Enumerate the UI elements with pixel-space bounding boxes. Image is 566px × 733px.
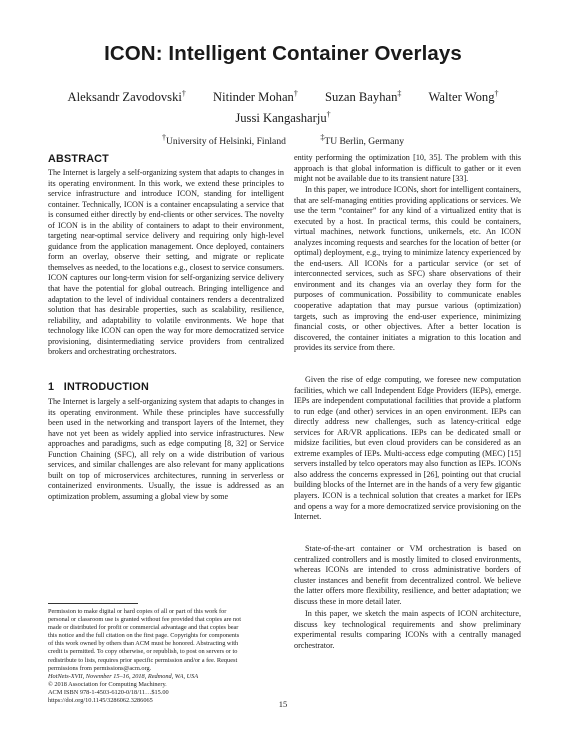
intro-paragraph-1: The Internet is largely a self-organizing system that adapts to changes in its operating environment. While these principles have successfully been used in the networking and transport layers of the Internet, they have not yet been as widely applied into service infrastructures. New approaches and paradigms, such as edge computing [8, 32] or Service Function Chaining (SFC), all rely on a wide distribution of various services, and similar challenges are also relevant for many applications built on top of microservices architectures, running in serverless or containerized environments. Usually, the issue is addressed as an optimization problem, assuming a global view by some xyxy=(48,397,284,501)
isbn-line: ACM ISBN 978-1-4503-6120-0/18/11…$15.00 xyxy=(48,688,169,696)
author: Nitinder Mohan† xyxy=(213,89,298,105)
abstract-heading: ABSTRACT xyxy=(48,153,109,165)
permission-block xyxy=(48,608,284,705)
author: Suzan Bayhan‡ xyxy=(324,89,402,105)
conference-line: HotNets-XVII, November 15–16, 2018, Redmond, WA, USA xyxy=(48,672,199,680)
permission-line: made or distributed for profit or commercial advantage and that copies bear xyxy=(48,624,239,632)
intro-paragraph-4: State-of-the-art container or VM orchestration is based on centralized controllers and is mostly limited to closed environments, whereas ICONs are intended to cross administrative borders of cluster instances and benefit from decentralized control. We believe the latter offers more flexibility, resilience, and better adaptation; we discuss these in more detail later. xyxy=(294,544,521,606)
abstract-text: The Internet is largely a self-organizing system that adapts to changes in its operating environment. In this work, we extend these principles to service infrastructure and introduce ICON, standing for intelligent container. Technically, ICON is a container encapsulating a service that is consumed either directly by end-clients or other services. The novelty of ICON is in the ability of containers to adapt to their environment, targeting near-optimal service delivery and requiring only high-level guidance from the application management. Once deployed, containers form an overlay, observe their setting, and migrate or replicate themselves as needed, to the locations e.g., closest to service consumers. ICON captures our long-term vision for self-organizing service delivery that have the potential for global outreach. Bringing intelligence and adaptation to the level of individual containers renders a decentralized solution that has desirable properties, such as scalability, resilience, reliability, and adaptability to volatile environments. We hope that technology like ICON can open the way for more democratized service provisioning, disintermediating service providers from centralized brokers and orchestrating orchestrators. xyxy=(48,168,284,357)
permission-line: permissions from permissions@acm.org. xyxy=(48,664,152,672)
paper-title: ICON: Intelligent Container Overlays xyxy=(104,42,462,65)
page-number: 15 xyxy=(278,699,288,709)
intro-paragraph-1-continued: entity performing the optimization [10, 35]. The problem with this approach is that global information is difficult to gather or it even might not be available due to its transient nature [33]. xyxy=(294,153,521,184)
copyright-line: © 2018 Association for Computing Machinery. xyxy=(48,680,167,688)
intro-paragraph-5: In this paper, we sketch the main aspects of ICON architecture, discuss key technological requirements and show preliminary experimental results comparing ICONs with a centrally managed orchestrator. xyxy=(294,609,521,650)
affiliation: ‡TU Berlin, Germany xyxy=(320,133,404,148)
permission-line: personal or classroom use is granted without fee provided that copies are not xyxy=(48,616,242,624)
author: Walter Wong† xyxy=(428,89,499,105)
intro-paragraph-2: In this paper, we introduce ICONs, short for intelligent containers, that are self-managing entities providing applications or services. We use the term “container” for any kind of a virtualized entity that is executed by a host. In practical terms, this could be containers, virtual machines, network functions, unikernels, etc. An ICON analyzes incoming requests and searches for the location of better (or optimal) deployment, e.g., trying to minimize latency experienced by the end-users. All ICONs for a particular service (or set of interconnected services, such as SFC) share observations of their environment and its changes via an overlay they form for the purposes of communication. Possibility to communicate enables cooperative adaptation that may pursue various (optimization) targets, such as improving the end-user experience, minimizing financial costs, or other objectives. After a better location is discovered, the container initiates a migration to this location and provides its service from there. xyxy=(294,185,521,353)
permission-line: redistribute to lists, requires prior specific permission and/or a fee. Request xyxy=(48,656,238,664)
author-list xyxy=(0,85,566,127)
affiliations xyxy=(0,133,566,147)
permission-line: Permission to make digital or hard copies of all or part of this work for xyxy=(48,608,227,615)
affiliation: †University of Helsinki, Finland xyxy=(162,133,286,148)
permission-line: of this work owned by others than ACM must be honored. Abstracting with xyxy=(48,640,239,648)
intro-paragraph-3: Given the rise of edge computing, we foresee new computation facilities, which we call Independent Edge Providers (IEPs), emerge. IEPs are independent computational facilities that provide a platform to run edge (and other) services in an open environment. IEPs can directly address new challenges, such as latency-critical edge services for AR/VR applications. IEPs can be dedicated small or midsize facilities, but even cloud providers can be considered as an extreme examples of IEPs. Multi-access edge computing (MEC) [15] servers installed by telco operators may also function as IEPs. ICONs also address the concerns expressed in [26], pointing out that crucial building blocks of the Internet are in the hands of a very few gigantic players. ICON is a technical solution that creates a market for IEPs and opens a way for a more democratized service provisioning on the Internet. xyxy=(294,375,521,522)
footnote-divider xyxy=(48,603,138,604)
author: Jussi Kangasharju† xyxy=(235,110,331,126)
doi-line: https://doi.org/10.1145/3286062.3286065 xyxy=(48,697,153,705)
author: Aleksandr Zavodovski† xyxy=(67,89,186,105)
permission-line: this notice and the full citation on the first page. Copyrights for components xyxy=(48,632,240,640)
intro-heading: 1 INTRODUCTION xyxy=(48,381,149,393)
permission-line: credit is permitted. To copy otherwise, or republish, to post on servers or to xyxy=(48,648,238,656)
